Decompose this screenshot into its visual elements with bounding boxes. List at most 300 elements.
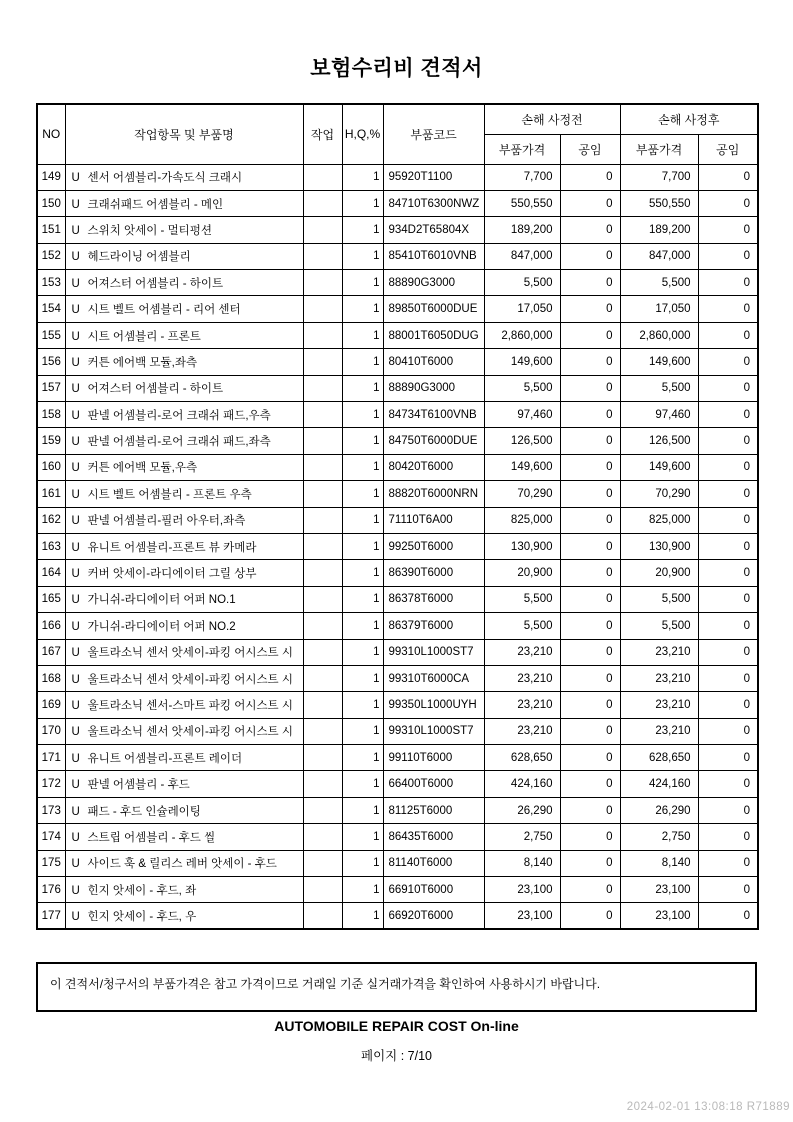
quantity-cell: 1 [342,665,383,691]
pre-price-cell: 23,210 [484,718,560,744]
post-price-cell: 126,500 [620,428,698,454]
post-price-cell: 550,550 [620,190,698,216]
col-header-hq: H,Q,% [342,104,383,164]
item-name-cell [65,586,303,612]
pre-price-cell: 8,140 [484,850,560,876]
quantity-cell: 1 [342,877,383,903]
table-row [37,375,758,401]
post-labor-cell: 0 [698,771,758,797]
table-row [37,533,758,559]
row-number-cell: 156 [37,349,65,375]
post-labor-cell: 0 [698,692,758,718]
pre-price-cell: 2,860,000 [484,322,560,348]
quantity-cell: 1 [342,296,383,322]
footer-timestamp: 2024-02-01 13:08:18 R71889 [626,1101,790,1113]
quantity-cell: 1 [342,850,383,876]
part-code-cell: 99350L1000UYH [383,692,484,718]
pre-price-cell: 825,000 [484,507,560,533]
pre-labor-cell: 0 [560,481,620,507]
row-number-cell: 164 [37,560,65,586]
post-price-cell: 17,050 [620,296,698,322]
quantity-cell: 1 [342,903,383,929]
pre-labor-cell: 0 [560,745,620,771]
part-name: 가니쉬-라디에이터 어퍼 NO.2 [87,620,236,633]
work-cell [303,533,342,559]
table-row [37,428,758,454]
item-name-cell [65,560,303,586]
work-cell [303,402,342,428]
quantity-cell: 1 [342,745,383,771]
table-row [37,349,758,375]
part-code-cell: 80410T6000 [383,349,484,375]
post-price-cell: 2,750 [620,824,698,850]
used-part-mark: U [71,779,80,792]
quantity-cell: 1 [342,243,383,269]
part-name: 시트 벨트 어셈블리 - 리어 센터 [87,304,241,317]
table-row [37,771,758,797]
quantity-cell: 1 [342,507,383,533]
used-part-mark: U [71,620,80,633]
post-price-cell: 70,290 [620,481,698,507]
part-code-cell: 88001T6050DUG [383,322,484,348]
pre-labor-cell: 0 [560,349,620,375]
row-number-cell: 160 [37,454,65,480]
row-number-cell: 170 [37,718,65,744]
quantity-cell: 1 [342,322,383,348]
used-part-mark: U [71,647,80,660]
work-cell [303,665,342,691]
col-header-post-price: 부품가격 [620,134,698,164]
item-name-cell [65,481,303,507]
quantity-cell: 1 [342,217,383,243]
part-name: 커튼 에어백 모듈,좌측 [87,356,198,369]
pre-labor-cell: 0 [560,771,620,797]
post-price-cell: 8,140 [620,850,698,876]
pre-price-cell: 550,550 [484,190,560,216]
used-part-mark: U [71,884,80,897]
part-name: 힌지 앗세이 - 후드, 좌 [87,884,197,897]
pre-price-cell: 126,500 [484,428,560,454]
quantity-cell: 1 [342,771,383,797]
work-cell [303,639,342,665]
post-labor-cell: 0 [698,164,758,190]
pre-labor-cell: 0 [560,454,620,480]
pre-price-cell: 26,290 [484,797,560,823]
work-cell [303,243,342,269]
work-cell [303,270,342,296]
pre-labor-cell: 0 [560,164,620,190]
item-name-cell [65,454,303,480]
part-name: 커버 앗세이-라디에이터 그릴 상부 [87,568,257,581]
work-cell [303,745,342,771]
row-number-cell: 151 [37,217,65,243]
post-labor-cell: 0 [698,481,758,507]
part-name: 스위치 앗세이 - 멀티펑션 [87,224,213,237]
disclaimer-note-text: 이 견적서/청구서의 부품가격은 참고 가격이므로 거래일 기준 실거래가격을 확인하여 사용하시기 바랍니다. [50,977,601,991]
row-number-cell: 168 [37,665,65,691]
part-code-cell: 99310L1000ST7 [383,639,484,665]
row-number-cell: 162 [37,507,65,533]
pre-price-cell: 5,500 [484,613,560,639]
repair-estimate-table [36,103,759,930]
pre-labor-cell: 0 [560,797,620,823]
table-row [37,745,758,771]
part-code-cell: 99310L1000ST7 [383,718,484,744]
post-labor-cell: 0 [698,797,758,823]
part-name: 판넬 어셈블리 - 후드 [87,779,190,792]
col-header-item: 작업항목 및 부품명 [65,104,303,164]
work-cell [303,349,342,375]
pre-labor-cell: 0 [560,718,620,744]
pre-labor-cell: 0 [560,877,620,903]
row-number-cell: 175 [37,850,65,876]
post-price-cell: 149,600 [620,349,698,375]
row-number-cell: 152 [37,243,65,269]
post-labor-cell: 0 [698,613,758,639]
quantity-cell: 1 [342,533,383,559]
pre-price-cell: 23,210 [484,665,560,691]
used-part-mark: U [71,673,80,686]
pre-price-cell: 5,500 [484,586,560,612]
part-code-cell: 86390T6000 [383,560,484,586]
part-name: 유니트 어셈블리-프론트 레이더 [87,752,243,765]
part-name: 헤드라이닝 어셈블리 [87,251,191,264]
work-cell [303,903,342,929]
row-number-cell: 149 [37,164,65,190]
used-part-mark: U [71,831,80,844]
item-name-cell [65,877,303,903]
work-cell [303,877,342,903]
part-code-cell: 89850T6000DUE [383,296,484,322]
table-row [37,507,758,533]
pre-price-cell: 23,100 [484,903,560,929]
col-header-pre-price: 부품가격 [484,134,560,164]
page-title: 보험수리비 견적서 [310,57,483,80]
item-name-cell [65,797,303,823]
used-part-mark: U [71,462,80,475]
part-code-cell: 86378T6000 [383,586,484,612]
part-code-cell: 71110T6A00 [383,507,484,533]
pre-labor-cell: 0 [560,428,620,454]
part-code-cell: 84750T6000DUE [383,428,484,454]
part-name: 판넬 어셈블리-로어 크래쉬 패드,좌측 [87,436,271,449]
quantity-cell: 1 [342,428,383,454]
part-code-cell: 86435T6000 [383,824,484,850]
row-number-cell: 169 [37,692,65,718]
used-part-mark: U [71,383,80,396]
post-price-cell: 2,860,000 [620,322,698,348]
post-price-cell: 23,100 [620,903,698,929]
post-price-cell: 189,200 [620,217,698,243]
quantity-cell: 1 [342,718,383,744]
table-row [37,402,758,428]
item-name-cell [65,824,303,850]
work-cell [303,164,342,190]
part-name: 울트라소닉 센서 앗세이-파킹 어시스트 시 [87,673,293,686]
post-labor-cell: 0 [698,877,758,903]
post-labor-cell: 0 [698,533,758,559]
post-labor-cell: 0 [698,745,758,771]
post-price-cell: 7,700 [620,164,698,190]
part-name: 사이드 훅 & 릴리스 레버 앗세이 - 후드 [87,858,277,871]
part-code-cell: 81140T6000 [383,850,484,876]
part-code-cell: 88890G3000 [383,375,484,401]
quantity-cell: 1 [342,692,383,718]
part-code-cell: 86379T6000 [383,613,484,639]
post-labor-cell: 0 [698,824,758,850]
work-cell [303,217,342,243]
row-number-cell: 161 [37,481,65,507]
part-code-cell: 95920T1100 [383,164,484,190]
post-price-cell: 847,000 [620,243,698,269]
work-cell [303,481,342,507]
part-name: 센서 어셈블리-가속도식 크래시 [87,172,243,185]
pre-labor-cell: 0 [560,560,620,586]
quantity-cell: 1 [342,560,383,586]
part-code-cell: 99250T6000 [383,533,484,559]
table-row [37,560,758,586]
pre-price-cell: 23,100 [484,877,560,903]
pre-labor-cell: 0 [560,533,620,559]
quantity-cell: 1 [342,797,383,823]
work-cell [303,718,342,744]
row-number-cell: 163 [37,533,65,559]
part-name: 힌지 앗세이 - 후드, 우 [87,910,197,923]
item-name-cell [65,850,303,876]
pre-labor-cell: 0 [560,190,620,216]
quantity-cell: 1 [342,639,383,665]
work-cell [303,507,342,533]
post-labor-cell: 0 [698,190,758,216]
work-cell [303,771,342,797]
post-labor-cell: 0 [698,296,758,322]
col-group-post-assessment: 손해 사정후 [620,104,758,134]
row-number-cell: 150 [37,190,65,216]
row-number-cell: 177 [37,903,65,929]
item-name-cell [65,190,303,216]
part-name: 스트립 어셈블리 - 후드 씰 [87,831,216,844]
table-row [37,797,758,823]
footer-page-number: 페이지 : 7/10 [361,1049,432,1063]
table-row [37,296,758,322]
used-part-mark: U [71,594,80,607]
table-row [37,903,758,929]
item-name-cell [65,402,303,428]
post-price-cell: 23,210 [620,639,698,665]
row-number-cell: 172 [37,771,65,797]
post-price-cell: 149,600 [620,454,698,480]
item-name-cell [65,243,303,269]
post-labor-cell: 0 [698,402,758,428]
row-number-cell: 173 [37,797,65,823]
used-part-mark: U [71,858,80,871]
post-price-cell: 26,290 [620,797,698,823]
post-price-cell: 628,650 [620,745,698,771]
used-part-mark: U [71,436,80,449]
pre-price-cell: 17,050 [484,296,560,322]
part-code-cell: 81125T6000 [383,797,484,823]
item-name-cell [65,349,303,375]
used-part-mark: U [71,409,80,422]
pre-labor-cell: 0 [560,296,620,322]
pre-labor-cell: 0 [560,402,620,428]
post-labor-cell: 0 [698,270,758,296]
used-part-mark: U [71,541,80,554]
post-labor-cell: 0 [698,375,758,401]
post-price-cell: 424,160 [620,771,698,797]
post-price-cell: 23,100 [620,877,698,903]
used-part-mark: U [71,224,80,237]
part-code-cell: 88820T6000NRN [383,481,484,507]
pre-price-cell: 2,750 [484,824,560,850]
part-name: 패드 - 후드 인슐레이팅 [87,805,201,818]
table-row [37,692,758,718]
pre-price-cell: 628,650 [484,745,560,771]
used-part-mark: U [71,515,80,528]
part-name: 울트라소닉 센서 앗세이-파킹 어시스트 시 [87,647,293,660]
item-name-cell [65,692,303,718]
work-cell [303,797,342,823]
used-part-mark: U [71,568,80,581]
used-part-mark: U [71,910,80,923]
work-cell [303,322,342,348]
table-row [37,481,758,507]
part-code-cell: 88890G3000 [383,270,484,296]
post-price-cell: 5,500 [620,270,698,296]
footer-brand: AUTOMOBILE REPAIR COST On-line [274,1018,519,1034]
part-name: 어져스터 어셈블리 - 하이트 [87,383,224,396]
table-row [37,824,758,850]
part-name: 시트 벨트 어셈블리 - 프론트 우측 [87,488,252,501]
work-cell [303,296,342,322]
used-part-mark: U [71,488,80,501]
pre-price-cell: 847,000 [484,243,560,269]
table-row [37,270,758,296]
pre-price-cell: 189,200 [484,217,560,243]
table-row [37,665,758,691]
work-cell [303,454,342,480]
table-row [37,322,758,348]
item-name-cell [65,270,303,296]
quantity-cell: 1 [342,586,383,612]
part-name: 유니트 어셈블리-프론트 뷰 카메라 [87,541,257,554]
pre-labor-cell: 0 [560,507,620,533]
pre-price-cell: 149,600 [484,349,560,375]
work-cell [303,824,342,850]
pre-price-cell: 7,700 [484,164,560,190]
post-labor-cell: 0 [698,665,758,691]
item-name-cell [65,745,303,771]
used-part-mark: U [71,752,80,765]
post-price-cell: 23,210 [620,692,698,718]
work-cell [303,850,342,876]
post-labor-cell: 0 [698,243,758,269]
item-name-cell [65,164,303,190]
row-number-cell: 171 [37,745,65,771]
table-body [37,164,758,929]
post-labor-cell: 0 [698,428,758,454]
disclaimer-note-box [36,962,757,1012]
pre-labor-cell: 0 [560,270,620,296]
part-name: 어져스터 어셈블리 - 하이트 [87,277,224,290]
post-price-cell: 5,500 [620,586,698,612]
table-row [37,454,758,480]
post-labor-cell: 0 [698,507,758,533]
post-labor-cell: 0 [698,217,758,243]
pre-labor-cell: 0 [560,613,620,639]
used-part-mark: U [71,805,80,818]
table-row [37,190,758,216]
part-name: 커튼 에어백 모듈,우측 [87,462,198,475]
part-code-cell: 66920T6000 [383,903,484,929]
row-number-cell: 153 [37,270,65,296]
post-labor-cell: 0 [698,349,758,375]
pre-price-cell: 5,500 [484,270,560,296]
item-name-cell [65,639,303,665]
pre-price-cell: 97,460 [484,402,560,428]
row-number-cell: 165 [37,586,65,612]
pre-labor-cell: 0 [560,665,620,691]
table-row [37,850,758,876]
pre-labor-cell: 0 [560,692,620,718]
item-name-cell [65,613,303,639]
part-code-cell: 99310T6000CA [383,665,484,691]
pre-labor-cell: 0 [560,903,620,929]
quantity-cell: 1 [342,613,383,639]
post-price-cell: 5,500 [620,613,698,639]
row-number-cell: 174 [37,824,65,850]
post-labor-cell: 0 [698,560,758,586]
work-cell [303,190,342,216]
table-row [37,877,758,903]
table-row [37,639,758,665]
quantity-cell: 1 [342,190,383,216]
post-price-cell: 825,000 [620,507,698,533]
post-labor-cell: 0 [698,586,758,612]
used-part-mark: U [71,198,80,211]
part-name: 시트 어셈블리 - 프론트 [87,330,201,343]
item-name-cell [65,296,303,322]
pre-price-cell: 23,210 [484,639,560,665]
quantity-cell: 1 [342,270,383,296]
part-name: 판넬 어셈블리-필러 아우터,좌측 [87,515,246,528]
item-name-cell [65,428,303,454]
post-price-cell: 97,460 [620,402,698,428]
item-name-cell [65,903,303,929]
row-number-cell: 167 [37,639,65,665]
table-row [37,718,758,744]
quantity-cell: 1 [342,402,383,428]
col-group-pre-assessment: 손해 사정전 [484,104,620,134]
quantity-cell: 1 [342,481,383,507]
pre-price-cell: 70,290 [484,481,560,507]
part-name: 크래쉬패드 어셈블리 - 메인 [87,198,224,211]
used-part-mark: U [71,356,80,369]
row-number-cell: 155 [37,322,65,348]
post-price-cell: 130,900 [620,533,698,559]
item-name-cell [65,507,303,533]
work-cell [303,375,342,401]
post-labor-cell: 0 [698,850,758,876]
table-row [37,586,758,612]
post-labor-cell: 0 [698,718,758,744]
post-labor-cell: 0 [698,454,758,480]
part-name: 울트라소닉 센서-스마트 파킹 어시스트 시 [87,700,293,712]
pre-labor-cell: 0 [560,824,620,850]
part-code-cell: 80420T6000 [383,454,484,480]
post-price-cell: 23,210 [620,665,698,691]
row-number-cell: 158 [37,402,65,428]
